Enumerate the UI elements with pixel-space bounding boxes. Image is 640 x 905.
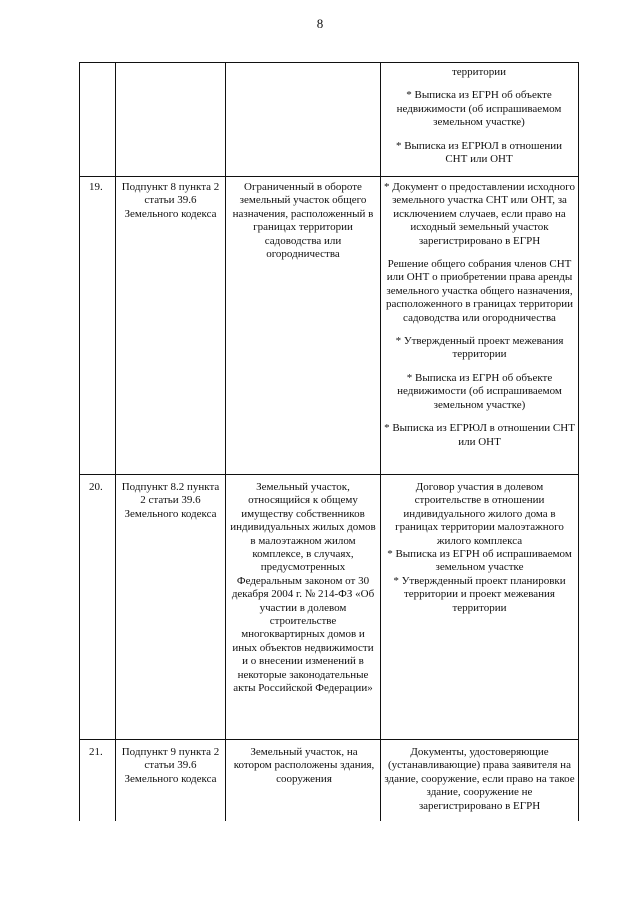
- document-item: * Выписка из ЕГРЮЛ в отношении СНТ или ОНТ: [384, 422, 575, 448]
- row-separator-20: [79, 474, 579, 475]
- document-item: * Выписка из ЕГРЮЛ в отношении СНТ или ОНТ: [395, 139, 563, 166]
- basis-cell: Подпункт 9 пункта 2 статьи 39.6 Земельного кодекса: [121, 746, 220, 785]
- document-item: * Выписка из ЕГРН об испрашиваемом земельном участке: [387, 548, 572, 574]
- document-item: Документы, удостоверяющие (устанавливающие) права заявителя на здание, сооружение, если право на такое здание, сооружение не зарегистрировано в ЕГРН: [384, 746, 575, 812]
- documents-cell: [384, 746, 575, 813]
- document-item: * Утвержденный проект планировки территории и проект межевания территории: [393, 574, 566, 614]
- row-separator-19: [79, 176, 579, 177]
- row-separator-21: [79, 739, 579, 740]
- row-number: 19.: [89, 181, 103, 193]
- table-border-top: [79, 62, 579, 63]
- page-number: 8: [316, 16, 324, 31]
- document-item: Договор участия в долевом строительстве в отношении индивидуального жилого дома в границах территории малоэтажного жилого комплекса: [395, 481, 564, 547]
- plot-cell: Ограниченный в обороте земельный участок общего назначения, расположенный в границах территории садоводства или огородничества: [232, 181, 374, 261]
- basis-cell: Подпункт 8 пункта 2 статьи 39.6 Земельного кодекса: [121, 181, 220, 220]
- basis-cell: Подпункт 8.2 пункта 2 статьи 39.6 Земельного кодекса: [121, 481, 220, 520]
- plot-cell: Земельный участок, относящийся к общему имуществу собственников индивидуальных жилых домов в малоэтажном жилом комплексе, в случаях, предусмотренных Федеральным законом от 30 декабря 2004 г. № 214-ФЗ «Об участии в долевом строительстве многоквартирных домов и иных объектов недвижимости и о внесении изменений в некоторые законодательные акты Российской Федерации»: [230, 481, 376, 695]
- document-item: * Выписка из ЕГРН об объекте недвижимости (об испрашиваемом земельном участке): [396, 89, 562, 129]
- documents-cell: [383, 181, 576, 449]
- document-item: территории: [451, 66, 506, 78]
- row-number: 21.: [89, 746, 103, 758]
- document-item: * Утвержденный проект межевания территории: [395, 335, 564, 361]
- document-item: Решение общего собрания членов СНТ или ОНТ о приобретении права аренды земельного участка общего назначения, расположенного в границах территории садоводства или огородничества: [386, 258, 573, 324]
- documents-cell-continuation: [384, 66, 574, 166]
- row-number: 20.: [89, 481, 103, 493]
- documents-cell: [384, 481, 575, 615]
- document-item: * Выписка из ЕГРН об объекте недвижимости (об испрашиваемом земельном участке): [397, 371, 562, 411]
- document-item: * Документ о предоставлении исходного земельного участка СНТ или ОНТ, за исключением случаев, если право на исходный земельный участок зарегистрировано в ЕГРН: [384, 181, 575, 247]
- plot-cell: Земельный участок, на котором расположены здания, сооружения: [233, 746, 375, 785]
